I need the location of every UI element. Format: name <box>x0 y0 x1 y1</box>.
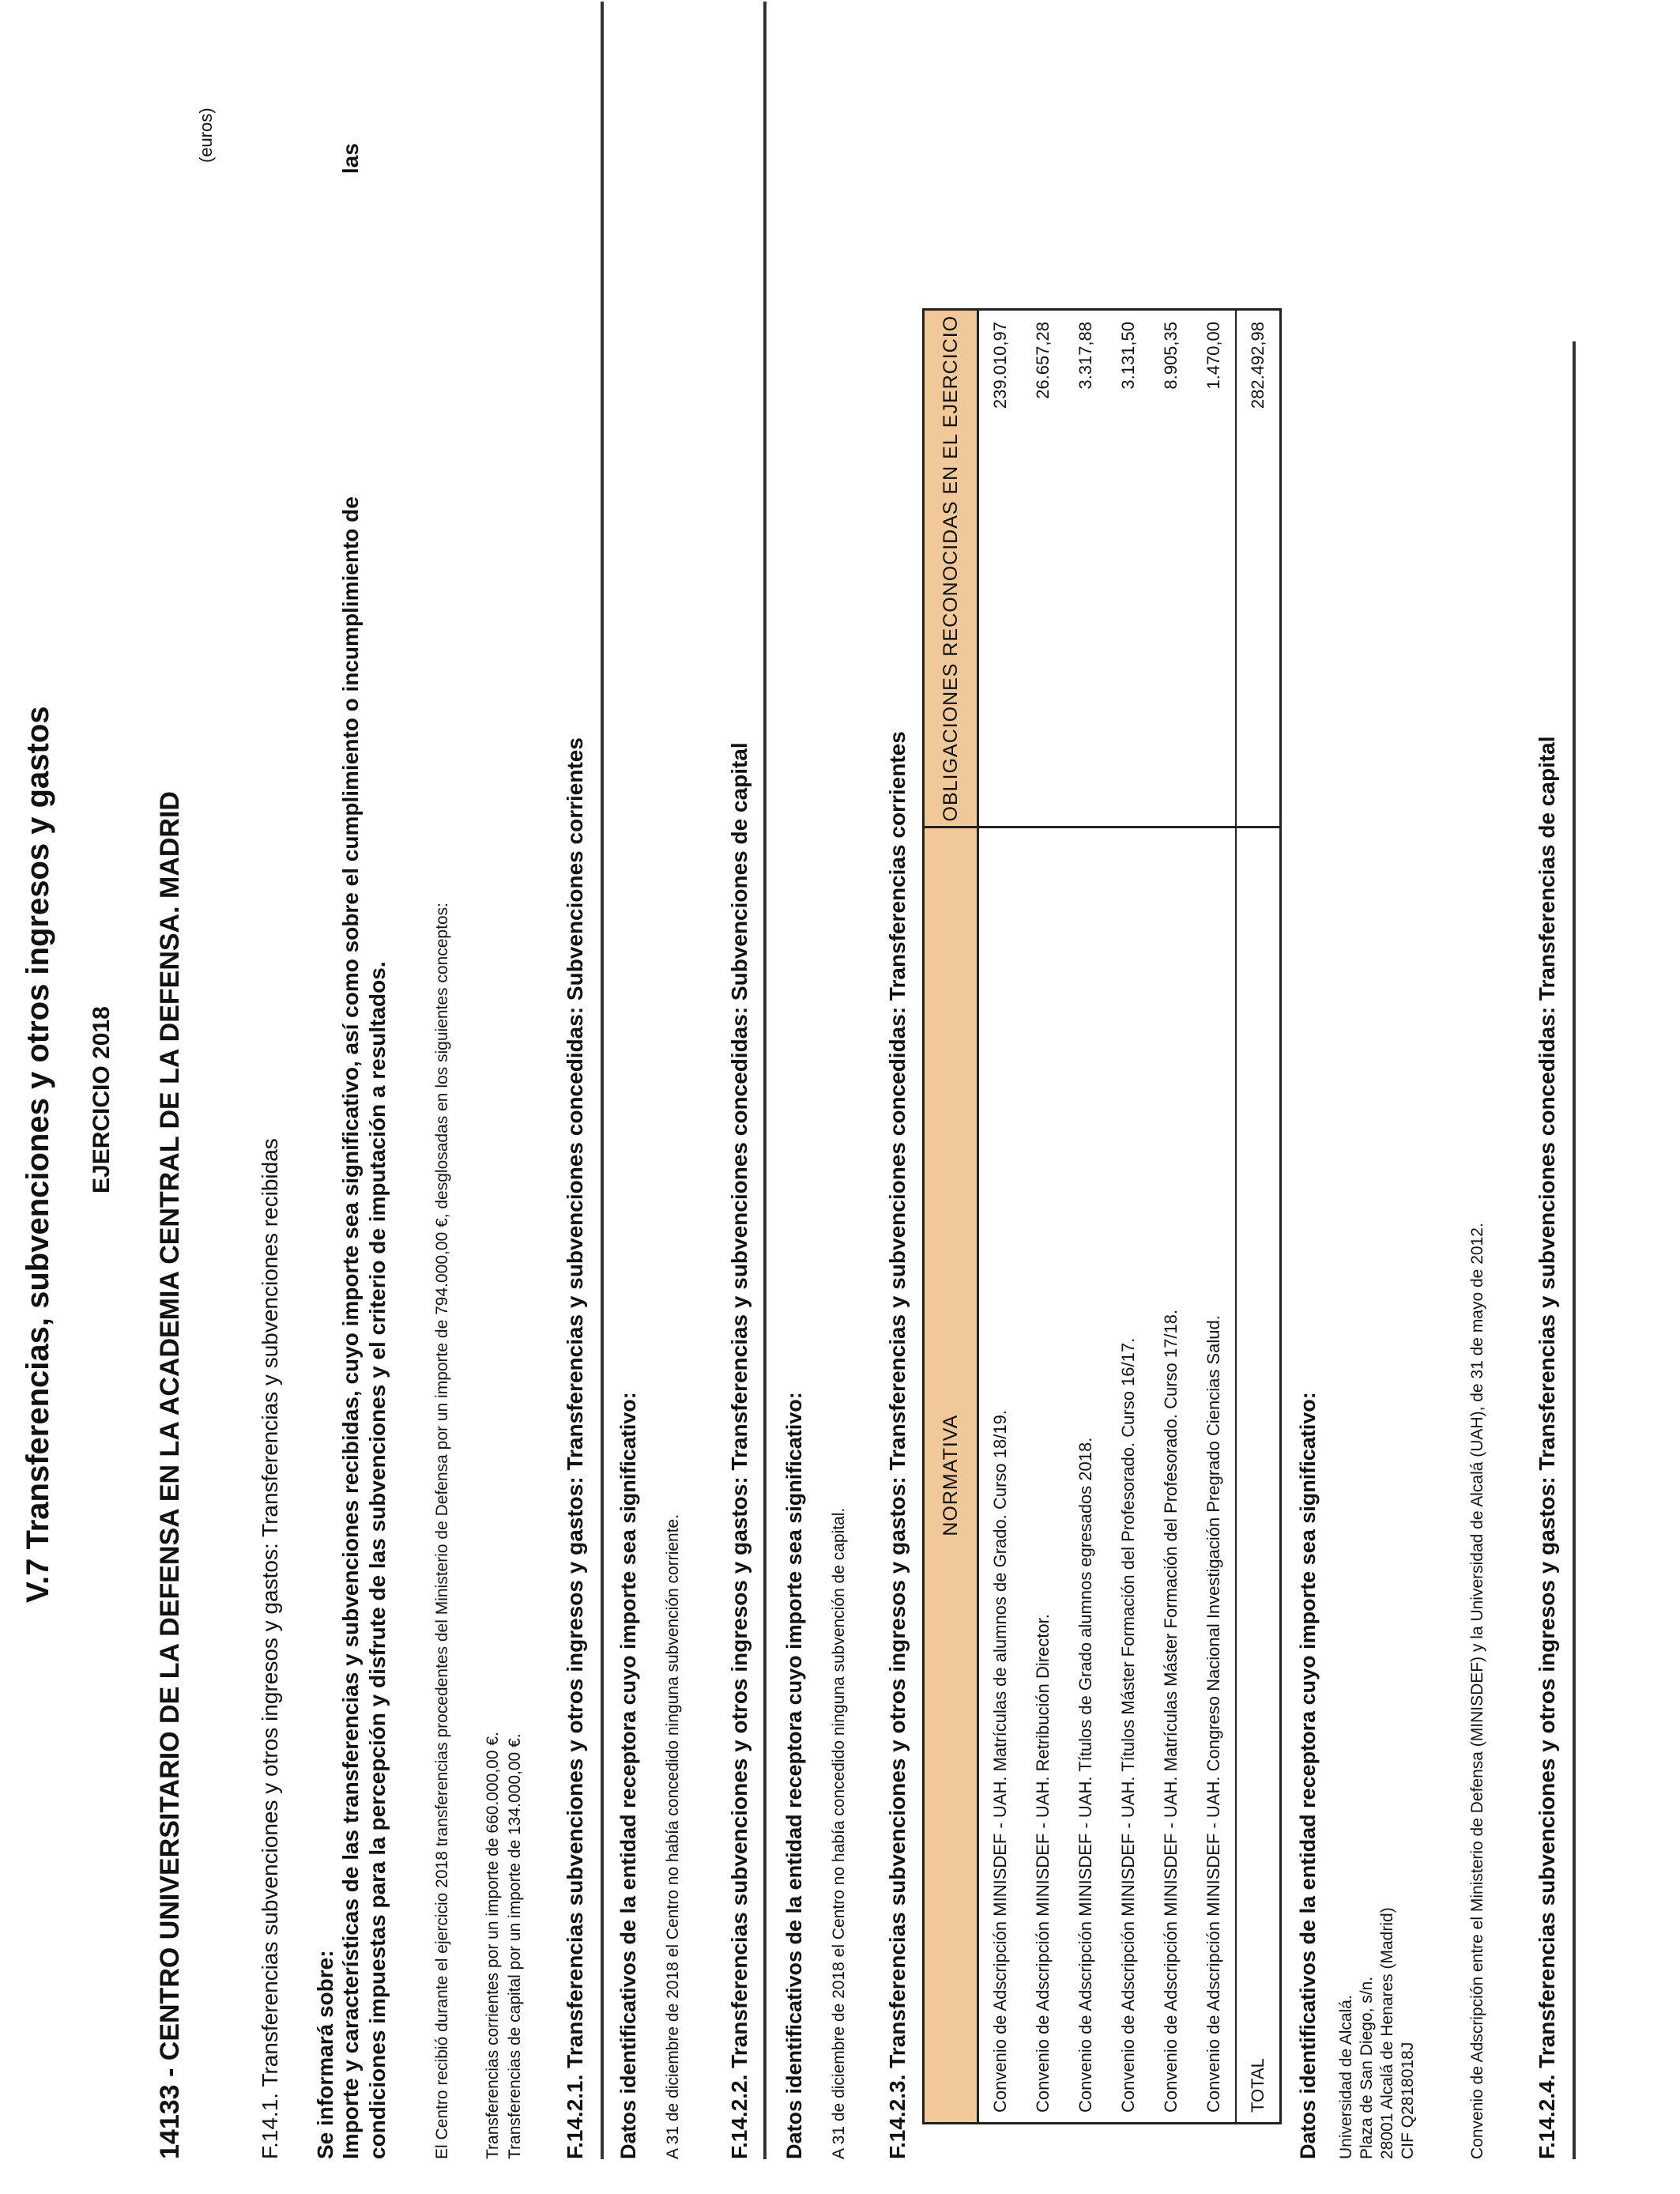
normativa-cell: Convenio de Adscripción MINISDEF - UAH. Títulos de Grado alumnos egresados 2018. <box>1064 827 1107 2124</box>
fiscal-year-heading: EJERCICIO 2018 <box>89 1006 115 1193</box>
divider <box>1573 341 1576 2159</box>
table-row <box>1150 310 1192 2124</box>
section-f24-heading: F.14.2.4. Transferencias subvenciones y otros ingresos y gastos: Transferencias y subvenciones concedidas: Transferencias de capital <box>1535 736 1559 2159</box>
table-row <box>1192 310 1236 2124</box>
units-label: (euros) <box>196 107 216 163</box>
normativa-cell: Convenio de Adscripción MINISDEF - UAH. Congreso Nacional Investigación Pregrado Ciencias Salud. <box>1192 827 1236 2124</box>
f1-item-2: Transferencias de capital por un importe de 134.000,00 €. <box>506 1733 524 2159</box>
col-obligaciones: OBLIGACIONES RECONOCIDAS EN EL EJERCICIO <box>924 310 978 827</box>
inform-line-1-end: las <box>338 143 363 174</box>
address-line-3: 28001 Alcalá de Henares (Madrid) <box>1378 1907 1396 2159</box>
divider <box>763 2 767 2159</box>
importe-cell: 3.317,88 <box>1064 310 1107 827</box>
table-row <box>978 310 1023 2124</box>
normativa-cell: Convenio de Adscripción MINISDEF - UAH. Retribución Director. <box>1022 827 1064 2124</box>
inform-line-1: Importe y características de las transferencias y subvenciones recibidas, cuyo importe sea significativo, así como sobre el cumplimiento o incumplimiento de <box>338 496 363 2159</box>
section-f23-heading: F.14.2.3. Transferencias subvenciones y otros ingresos y gastos: Transferencias y subvenciones concedidas: Transferencias corrientes <box>885 731 910 2159</box>
address-line-4: CIF Q2818018J <box>1399 2041 1417 2159</box>
entity-heading: 14133 - CENTRO UNIVERSITARIO DE LA DEFENSA EN LA ACADEMIA CENTRAL DE LA DEFENSA. MADRID <box>155 791 185 2159</box>
importe-cell: 26.657,28 <box>1022 310 1064 827</box>
f1-text: El Centro recibió durante el ejercicio 2018 transferencias procedentes del Ministerio de Defensa por un importe de 794.000,00 €, desglosadas en los siguientes conceptos: <box>433 903 451 2159</box>
inform-label: Se informará sobre: <box>313 1950 337 2159</box>
importe-cell: 1.470,00 <box>1192 310 1236 827</box>
importe-cell: 239.010,97 <box>978 310 1023 827</box>
obligations-table <box>922 308 1282 2124</box>
table-row <box>1107 310 1150 2124</box>
divider <box>601 2 604 2159</box>
normativa-cell: Convenio de Adscripción MINISDEF - UAH. Matrículas de alumnos de Grado. Curso 18/19. <box>978 827 1023 2124</box>
total-label: TOTAL <box>1236 827 1281 2124</box>
importe-cell: 3.131,50 <box>1107 310 1150 827</box>
section-f1-heading: F.14.1. Transferencias subvenciones y otros ingresos y gastos: Transferencias y subvenciones recibidas <box>258 1138 282 2159</box>
section-f22-heading: F.14.2.2. Transferencias subvenciones y otros ingresos y gastos: Transferencias y subvenciones concedidas: Subvenciones de capital <box>727 742 751 2159</box>
total-row <box>1236 310 1281 2124</box>
section-f21-heading: F.14.2.1. Transferencias subvenciones y otros ingresos y gastos: Transferencias y subvenciones concedidas: Subvenciones corrientes <box>563 737 587 2159</box>
inform-line-2: condiciones impuestas para la percepción y disfrute de las subvenciones y el criterio de imputación a resultados. <box>365 961 390 2159</box>
f21-datos: Datos identificativos de la entidad receptora cuyo importe sea significativo: <box>616 1392 640 2159</box>
col-normativa: NORMATIVA <box>924 827 978 2124</box>
f21-text: A 31 de diciembre de 2018 el Centro no había concedido ninguna subvención corriente. <box>664 1514 682 2159</box>
page-title: V.7 Transferencias, subvenciones y otros ingresos y gastos <box>21 706 55 1603</box>
table-row <box>1022 310 1064 2124</box>
importe-cell: 8.905,35 <box>1150 310 1192 827</box>
total-value: 282.492,98 <box>1236 310 1281 827</box>
address-line-1: Universidad de Alcalá. <box>1337 1995 1355 2159</box>
f1-item-1: Transferencias corrientes por un importe de 660.000,00 €. <box>484 1732 502 2159</box>
address-line-2: Plaza de San Diego, s/n. <box>1358 1976 1376 2159</box>
table-row <box>1064 310 1107 2124</box>
f22-text: A 31 de diciembre de 2018 el Centro no había concedido ninguna subvención de capital. <box>830 1507 848 2159</box>
convenio-text: Convenio de Adscripción entre el Ministerio de Defensa (MINISDEF) y la Universidad de Alcalá (UAH), de 31 de mayo de 2012. <box>1468 1223 1486 2159</box>
f23-datos: Datos identificativos de la entidad receptora cuyo importe sea significativo: <box>1296 1392 1320 2159</box>
normativa-cell: Convenio de Adscripción MINISDEF - UAH. Títulos Máster Formación del Profesorado. Curso 16/17. <box>1107 827 1150 2124</box>
f22-datos: Datos identificativos de la entidad receptora cuyo importe sea significativo: <box>782 1392 806 2159</box>
normativa-cell: Convenio de Adscripción MINISDEF - UAH. Matrículas Máster Formación del Profesorado. Curso 17/18. <box>1150 827 1192 2124</box>
